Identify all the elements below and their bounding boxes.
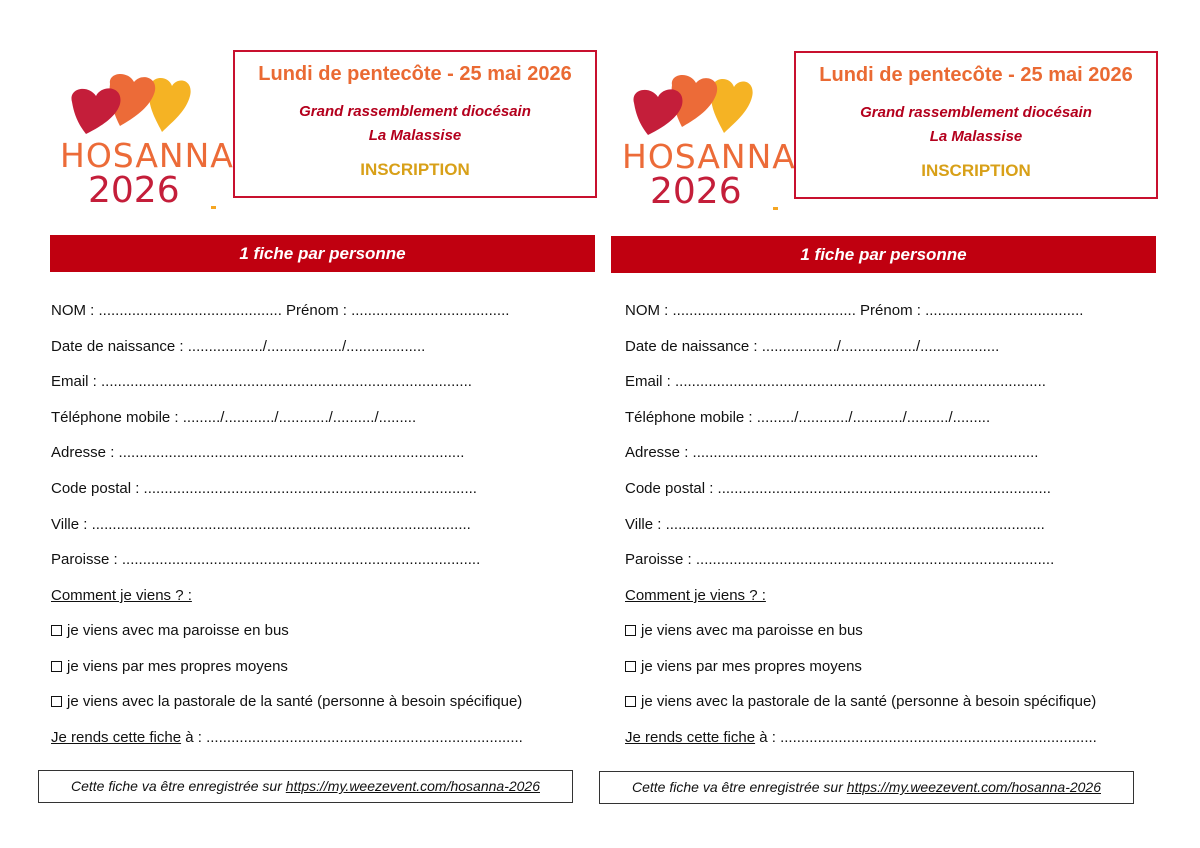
event-subtitle [235,100,595,148]
notice-text: Cette fiche va être enregistrée sur [632,779,847,795]
hosanna-logo [58,70,234,212]
postal-code-field[interactable]: Code postal : ................................................................................ [51,480,477,497]
hosanna-logo [620,71,796,213]
option-bus[interactable] [51,622,289,639]
inscription-label: INSCRIPTION [360,160,470,179]
logo-title: HOSANNA [622,137,796,176]
checkbox-icon[interactable] [625,625,636,636]
email-field[interactable]: Email : ......................................................................................... [51,373,472,390]
transport-question: Comment je viens ? : [625,587,766,604]
option-own-means-label: je viens par mes propres moyens [641,658,862,675]
city-field[interactable]: Ville : ........................................................................................... [625,516,1045,533]
phone-field[interactable]: Téléphone mobile : ........./............/............/........../......... [51,409,417,426]
option-own-means-label: je viens par mes propres moyens [67,658,288,675]
weezevent-link[interactable]: https://my.weezevent.com/hosanna-2026 [846,779,1101,795]
return-field[interactable] [51,729,523,746]
hearts-icon [58,70,198,140]
birthdate-field[interactable]: Date de naissance : ................../................../................... [625,338,1000,355]
return-dots: à : ............................................................................ [755,729,1097,746]
logo-year: 2026 [88,170,180,211]
option-health-label: je viens avec la pastorale de la santé (personne à besoin spécifique) [67,693,523,710]
parish-field[interactable]: Paroisse : ...................................................................................... [625,551,1055,568]
option-own-means[interactable] [625,658,862,675]
return-label: Je rends cette fiche [625,729,756,746]
return-label: Je rends cette fiche [51,729,182,746]
option-bus[interactable] [625,622,863,639]
prenom-label: Prénom : ...................................... [855,302,1084,319]
nom-label: NOM : ............................................ [625,302,856,319]
postal-code-field[interactable]: Code postal : ................................................................................ [625,480,1051,497]
logo-accent [773,207,778,210]
address-field[interactable]: Adresse : ................................................................................... [625,444,1039,461]
event-header-box [794,51,1158,199]
checkbox-icon[interactable] [51,696,62,707]
transport-question: Comment je viens ? : [51,587,192,604]
city-field[interactable]: Ville : ........................................................................................... [51,516,471,533]
option-health-pastoral[interactable] [625,693,1096,710]
option-bus-label: je viens avec ma paroisse en bus [641,622,863,639]
event-date: Lundi de pentecôte - 25 mai 2026 [819,64,1133,86]
notice-text: Cette fiche va être enregistrée sur [71,778,286,794]
registration-form-right [574,0,1174,848]
prenom-label: Prénom : ...................................... [281,302,510,319]
event-location: La Malassise [929,128,1023,145]
one-form-per-person-banner: 1 fiche par personne [50,235,595,272]
option-health-label: je viens avec la pastorale de la santé (personne à besoin spécifique) [641,693,1097,710]
return-dots: à : ............................................................................ [181,729,523,746]
event-header-box [233,50,597,198]
checkbox-icon[interactable] [51,625,62,636]
checkbox-icon[interactable] [625,696,636,707]
option-bus-label: je viens avec ma paroisse en bus [67,622,289,639]
name-field[interactable] [625,302,1083,319]
checkbox-icon[interactable] [51,661,62,672]
birthdate-field[interactable]: Date de naissance : ................../................../................... [51,338,426,355]
logo-title: HOSANNA [60,136,234,175]
checkbox-icon[interactable] [625,661,636,672]
event-subtitle-line1: Grand rassemblement diocésain [299,103,531,120]
address-field[interactable]: Adresse : ................................................................................... [51,444,465,461]
option-own-means[interactable] [51,658,288,675]
name-field[interactable] [51,302,509,319]
email-field[interactable]: Email : ......................................................................................... [625,373,1046,390]
event-location: La Malassise [368,127,462,144]
option-health-pastoral[interactable] [51,693,522,710]
inscription-label: INSCRIPTION [921,161,1031,180]
logo-year: 2026 [650,171,742,212]
event-subtitle [796,101,1156,149]
parish-field[interactable]: Paroisse : ...................................................................................... [51,551,481,568]
return-field[interactable] [625,729,1097,746]
logo-accent [211,206,216,209]
weezevent-notice [38,770,573,803]
hearts-icon [620,71,760,141]
event-date: Lundi de pentecôte - 25 mai 2026 [258,63,572,85]
weezevent-link[interactable]: https://my.weezevent.com/hosanna-2026 [285,778,540,794]
weezevent-notice [599,771,1134,804]
one-form-per-person-banner: 1 fiche par personne [611,236,1156,273]
event-subtitle-line1: Grand rassemblement diocésain [860,104,1092,121]
phone-field[interactable]: Téléphone mobile : ........./............/............/........../......... [625,409,991,426]
nom-label: NOM : ............................................ [51,302,282,319]
